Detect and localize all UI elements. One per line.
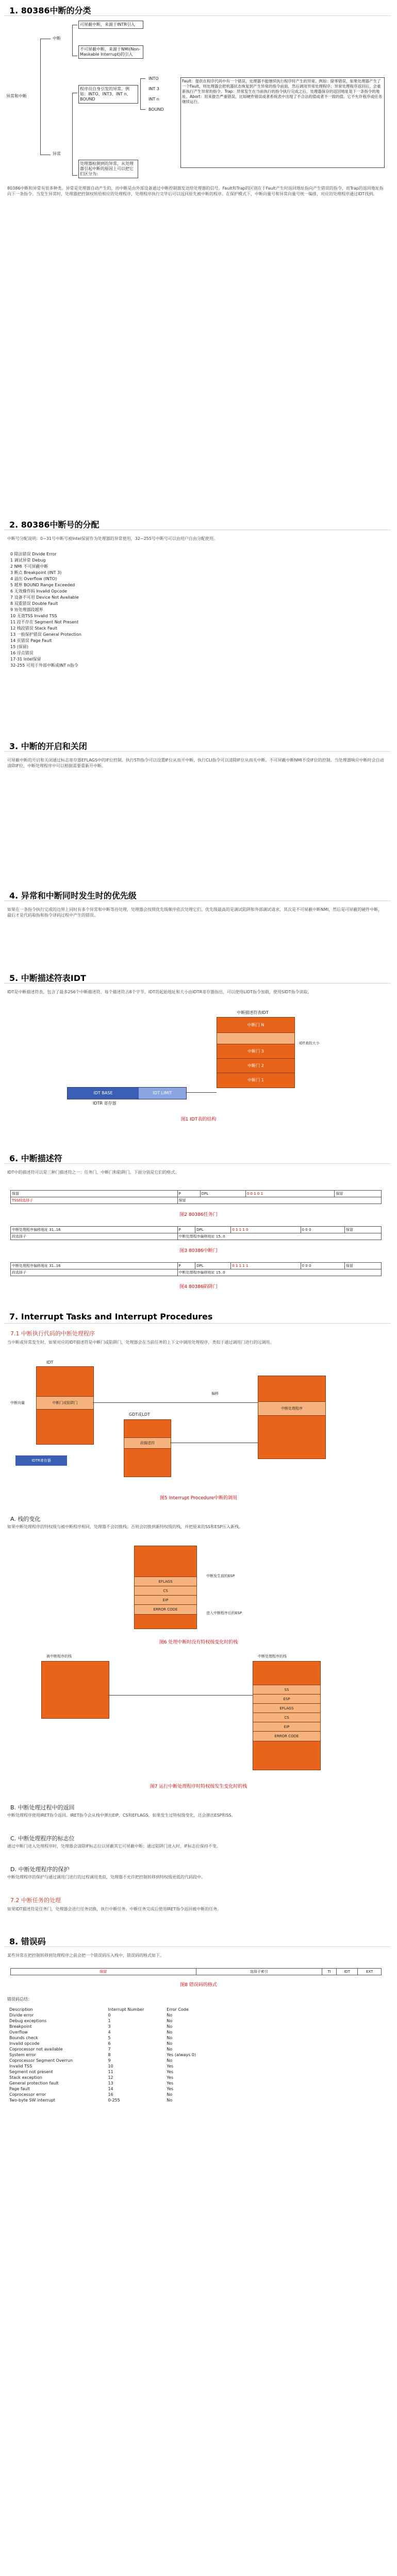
- list-item: 8 双重错误 Double Fault: [10, 601, 58, 606]
- figure-8-caption: 图8 错误码的格式: [180, 1982, 217, 1988]
- section-7-heading: 7. Interrupt Tasks and Interrupt Procedures: [9, 1312, 213, 1321]
- error-code-format: 保留 选择子索引 TI IDT EXT: [10, 1968, 382, 1975]
- list-item: 10 无效TSS Invalid TSS: [10, 614, 57, 618]
- table-cell: 9: [108, 2058, 111, 2063]
- paragraph-d: 中断处理程序的保护与通过调用门进行的过程调用类似，处理器不允许把控制转移到特权级更低的代码段中。: [7, 1875, 205, 1879]
- figure-5-caption: 图5 Interrupt Procedure中断的调用: [159, 1496, 238, 1501]
- table-cell: 11: [108, 2070, 113, 2074]
- table-cell: No: [167, 2013, 173, 2018]
- table-cell: 10: [108, 2064, 113, 2069]
- figure-1-caption: 图1 IDT表的结构: [180, 1117, 217, 1122]
- list-item: 5 越界 BOUND Range Exceeded: [10, 583, 75, 587]
- table-row: [7, 2012, 213, 2018]
- diag-seg-desc: 段描述符: [124, 1437, 171, 1449]
- task-gate-table: 保留 P DPL 0 0 1 0 1 保留 TSS段选择子 保留: [10, 1190, 382, 1204]
- idt-size-label: IDT表的大小: [299, 1041, 320, 1045]
- table-cell: Yes: [167, 2070, 174, 2074]
- section-7-1-paragraph: 当中断或异常发生时，如果对应的IDT描述符是中断门或陷阱门，处理器会在当前任务的上下文中调用处理程序，类似于通过调用门进行的远调用。: [7, 1340, 274, 1345]
- table-cell: Stack exception: [9, 2075, 42, 2080]
- table-cell: Segment not present: [9, 2070, 53, 2074]
- interrupt-gate-table: 中断处理程序偏移地址 31..16 P DPL 0 1 1 1 0 0 0 0 保留 段选择子 中断处理程序偏移地址 15..0: [10, 1226, 382, 1240]
- divider: [4, 751, 391, 752]
- figure-2-caption: 图2 80386任务门: [179, 1212, 218, 1217]
- list-item: 3 断点 Breakpoint (INT 3): [10, 570, 62, 575]
- th-description: Description: [9, 2007, 33, 2012]
- table-cell: 0-255: [108, 2098, 120, 2103]
- section-2-intro: 中断号分配说明：0~31号中断号被Intel保留作为处理器的异常使用，32~255号中断号可以由用户自由分配使用。: [7, 536, 218, 541]
- stack2-ss: SS: [253, 1685, 321, 1695]
- interrupt-procedure-diagram: [10, 1360, 382, 1489]
- fault-trap-abort-desc: Fault：提供在程序代码中有一个错误，处理器不能继续执行程序时产生的异常。例如：除零错误，如果处理器产生了一个Fault，则处理器会把机器状态恢复到产生异常的指令前面，然后调用异常处理程序；异常处理程序返回后，会重新执行产生异常的指令。Trap：异常发生在当前执行的指令执行完成之后，处理器保存的返回地址是下一条指令的地址。Abort：用来报告严重错误，比如硬件错误或者系统表中出现了不合法的值或者不一致的值。它不允许程序或任务继续运行。: [180, 77, 385, 168]
- interrupt-number-list: [10, 551, 81, 669]
- stack-paragraph: 如果中断处理程序的特权级与被中断程序相同，处理器不会切换栈；否则会切换到新特权级的栈，并把原来的SS和ESP压入新栈。: [7, 1524, 243, 1529]
- idt-diagram: [57, 1010, 345, 1133]
- list-item: 2 NMI 不可屏蔽中断: [10, 564, 48, 569]
- stack-note-before: 中断发生前的ESP: [206, 1574, 235, 1578]
- table-row: [7, 2063, 213, 2069]
- table-cell: Bounds check: [9, 2036, 38, 2040]
- tree-leaf-int3: INT 3: [147, 86, 160, 93]
- subsection-c: C. 中断处理程序的标志位: [10, 1835, 75, 1842]
- diag-gate: 中断门或陷阱门: [36, 1396, 94, 1410]
- table-cell: No: [167, 2098, 173, 2103]
- list-item: 4 溢出 Overflow (INTO): [10, 577, 57, 581]
- list-item: 6 无效操作码 Invalid Opcode: [10, 589, 67, 594]
- table-cell: Page fault: [9, 2087, 30, 2091]
- classification-tree: [5, 21, 392, 180]
- tree-interrupt: 中断: [52, 35, 74, 42]
- figure-6-caption: 图6 处理中断时没有特权级变化时的栈: [159, 1640, 238, 1645]
- idtr-label: IDTR 寄存器: [93, 1101, 117, 1106]
- list-item: 0 除法错误 Divide Error: [10, 552, 57, 556]
- table-row: [7, 2075, 213, 2080]
- table-cell: Coprocessor not available: [9, 2047, 63, 2052]
- section-3-heading: 3. 中断的开启和关闭: [9, 741, 87, 751]
- list-item: 7 设备不可用 Device Not Available: [10, 595, 79, 600]
- section-5-paragraph: IDT是中断描述符表，包含了最多256个中断描述符，每个描述符占8个字节。IDT的起始地址和大小由IDTR寄存器指出，可以使用LIDT指令加载，使用SIDT指令读取。: [7, 990, 312, 994]
- table-row: [7, 2024, 213, 2029]
- figure-7-caption: 图7 运行中断处理程序时特权级发生变化时的栈: [150, 1784, 247, 1789]
- idtr-register: [67, 1087, 187, 1099]
- tree-root: 异常和中断: [5, 93, 43, 100]
- table-cell: 3: [108, 2024, 111, 2029]
- section-3-paragraph: 可屏蔽中断的开启和关闭通过标志寄存器EFLAGS中的IF位控制。执行STI指令可以设置IF位从而开中断，执行CLI指令可以清除IF位从而关中断。不可屏蔽中断NMI不受IF位的控制。当处理器响应中断时会自动清除IF位，中断处理程序中可以根据需要重新开中断。: [7, 758, 384, 768]
- table-cell: 14: [108, 2087, 113, 2091]
- idt-limit: IDT LIMIT: [139, 1088, 186, 1099]
- table-cell: No: [167, 2092, 173, 2097]
- diag-offset-label: 偏移: [211, 1392, 219, 1396]
- gate-3: 中断门 3: [217, 1044, 295, 1059]
- list-item: 14 页错误 Page Fault: [10, 638, 52, 643]
- tree-processor-exception: 处理器检测到的异常，从处理器引起中断的原因上可以把它们区分为:: [78, 160, 138, 178]
- table-cell: No: [167, 2019, 173, 2023]
- divider: [4, 983, 391, 984]
- table-row: [7, 2092, 213, 2097]
- stack-eip: EIP: [134, 1595, 197, 1605]
- section-6-paragraph: IDT中的描述符可以是三种门描述符之一：任务门、中断门和陷阱门。下面分别是它们的格式。: [7, 1170, 179, 1175]
- section-4-heading: 4. 异常和中断同时发生时的优先级: [9, 891, 137, 901]
- gate-n: 中断门 N: [217, 1017, 295, 1033]
- stack2-esp: ESP: [253, 1694, 321, 1704]
- table-cell: 12: [108, 2075, 113, 2080]
- trap-gate-table: 中断处理程序偏移地址 31..16 P DPL 0 1 1 1 1 0 0 0 保留 段选择子 中断处理程序偏移地址 15..0: [10, 1262, 382, 1276]
- table-cell: 7: [108, 2047, 111, 2052]
- table-cell: 5: [108, 2036, 111, 2040]
- table-cell: Breakpoint: [9, 2024, 32, 2029]
- figure-3-caption: 图3 80386中断门: [179, 1248, 218, 1253]
- table-cell: Yes: [167, 2087, 174, 2091]
- table-cell: Yes: [167, 2075, 174, 2080]
- figure-4-caption: 图4 80386陷阱门: [179, 1284, 218, 1290]
- table-cell: 6: [108, 2041, 111, 2046]
- gate-1: 中断门 1: [217, 1073, 295, 1088]
- stack2-error-code: ERROR CODE: [253, 1731, 321, 1741]
- table-row: [7, 2018, 213, 2024]
- table-row: [7, 2052, 213, 2058]
- tree-leaf-intn: INT n: [147, 96, 160, 103]
- table-row: [7, 2086, 213, 2092]
- table-cell: General protection fault: [9, 2081, 59, 2086]
- table-cell: No: [167, 2058, 173, 2063]
- list-item: 15 (保留): [10, 645, 28, 649]
- diag-gdt-label: GDT或LDT: [129, 1412, 150, 1417]
- section-4-paragraph: 如果在一条指令执行完成的边界上同时有多个异常和中断等待处理，处理器会按照优先级顺序依次处理它们。优先级最高的是调试陷阱和外部调试请求，其次是不可屏蔽中断NMI，然后是可屏蔽的硬件中断，最后才是代码取指和指令译码过程中产生的错误。: [7, 907, 383, 918]
- tree-maskable: 可屏蔽中断，来源于INTR引入: [78, 21, 143, 29]
- table-row: [7, 2097, 213, 2103]
- table-cell: Divide error: [9, 2013, 34, 2018]
- section-1-heading: 1. 80386中断的分类: [9, 6, 91, 15]
- paragraph-b: 中断处理程序使用IRET指令返回。IRET指令会从栈中弹出EIP、CS和EFLAGS，如果发生过特权级变化，还会弹出ESP和SS。: [7, 1813, 236, 1818]
- stack-note-after: 进入中断程序后的ESP: [206, 1611, 242, 1615]
- table-row: [7, 2041, 213, 2046]
- table-row: [7, 2029, 213, 2035]
- section-1-paragraph: 80386中断和异常有很多种类。异常是处理器自动产生的，而中断是由外部设备通过中断控制器发送给处理器的信号。Fault和Trap的区别在于Fault产生时返回地址指向产生错误的指令，而Trap的返回地址指向下一条指令。当发生异常时，处理器把控制权转给相应的处理程序，处理程序执行完毕后可以返回原先被中断的程序。在保护模式下，中断向量号和异常向量号统一编排，对应的处理程序通过IDT找到。: [7, 186, 384, 196]
- error-code-table: [7, 2007, 213, 2103]
- table-cell: 1: [108, 2019, 111, 2023]
- table-cell: No: [167, 2047, 173, 2052]
- subsection-d: D. 中断处理程序的保护: [10, 1866, 70, 1873]
- divider: [4, 15, 391, 16]
- table-cell: Yes: [167, 2081, 174, 2086]
- gate-2: 中断门 2: [217, 1058, 295, 1074]
- stack2-cs: CS: [253, 1713, 321, 1723]
- table-cell: Two-byte SW interrupt: [9, 2098, 56, 2103]
- section-8-paragraph: 某些异常在把控制转移到处理程序之前会把一个错误码压入栈中，错误码的格式如下。: [7, 1953, 164, 1958]
- table-cell: 8: [108, 2053, 111, 2057]
- th-number: Interrupt Number: [108, 2007, 144, 2012]
- divider: [4, 1323, 391, 1324]
- list-item: 9 协处理器段越界: [10, 607, 43, 612]
- section-6-heading: 6. 中断描述符: [9, 1154, 62, 1163]
- error-table-title: 错误码总结：: [7, 1997, 32, 2002]
- table-cell: Invalid TSS: [9, 2064, 32, 2069]
- list-item: 17-31 Intel保留: [10, 657, 41, 662]
- table-cell: No: [167, 2030, 173, 2035]
- table-cell: 0: [108, 2013, 111, 2018]
- diag-idt-label: IDT: [46, 1360, 54, 1365]
- subsection-b: B. 中断处理过程中的返回: [10, 1804, 75, 1811]
- right-stack-title: 中断处理程序的栈: [258, 1654, 287, 1658]
- tree-nonmaskable: 不可屏蔽中断，来源于NMI(Non-Maskable Interrupt)的引入: [78, 45, 143, 59]
- table-row: [7, 2046, 213, 2052]
- section-8-heading: 8. 错误码: [9, 1937, 46, 1946]
- table-cell: 13: [108, 2081, 113, 2086]
- list-item: 32-255 可用于外部中断或INT n指令: [10, 663, 78, 668]
- table-cell: Coprocessor error: [9, 2092, 46, 2097]
- table-cell: Debug exceptions: [9, 2019, 47, 2023]
- tree-exception: 异常: [52, 150, 74, 158]
- section-2-heading: 2. 80386中断号的分配: [9, 520, 100, 530]
- idt-base: IDT BASE: [68, 1088, 139, 1099]
- subsection-7-1: 7.1 中断执行代码的中断处理程序: [10, 1330, 95, 1337]
- diag-handler: 中断处理程序: [258, 1401, 326, 1416]
- table-row: [7, 2035, 213, 2041]
- table-cell: No: [167, 2041, 173, 2046]
- stack-error-code: ERROR CODE: [134, 1604, 197, 1615]
- diag-vector-label: 中断向量: [10, 1401, 25, 1405]
- list-item: 1 调试异常 Debug: [10, 558, 46, 563]
- left-stack-title: 被中断程序的栈: [46, 1654, 72, 1658]
- table-row: [7, 2058, 213, 2063]
- tree-leaf-bound: BOUND: [147, 106, 165, 113]
- subsection-stack: A. 栈的变化: [10, 1516, 41, 1522]
- diag-idtr: IDTR寄存器: [15, 1455, 67, 1466]
- paragraph-c: 通过中断门进入处理程序时，处理器会清除IF标志位以屏蔽其它可屏蔽中断；通过陷阱门进入时，IF标志位保持不变。: [7, 1844, 221, 1849]
- table-cell: System error: [9, 2053, 36, 2057]
- table-cell: Invalid opcode: [9, 2041, 40, 2046]
- table-cell: No: [167, 2024, 173, 2029]
- subsection-7-2: 7.2 中断任务的处理: [10, 1897, 61, 1904]
- table-cell: Coprocessor Segment Overrun: [9, 2058, 73, 2063]
- table-cell: 4: [108, 2030, 111, 2035]
- list-item: 11 段不存在 Segment Not Present: [10, 620, 79, 624]
- table-cell: Yes: [167, 2064, 174, 2069]
- th-error-code: Error Code: [167, 2007, 189, 2012]
- table-cell: Overflow: [9, 2030, 28, 2035]
- divider: [4, 1946, 391, 1947]
- list-item: 12 栈段错误 Stack Fault: [10, 626, 58, 631]
- section-7-2-paragraph: 如果IDT描述符是任务门，处理器会进行任务切换，执行中断任务。中断任务完成后使用IRET指令返回被中断的任务。: [7, 1907, 222, 1911]
- section-5-heading: 5. 中断描述符表IDT: [9, 973, 86, 983]
- stack-cs: CS: [134, 1586, 197, 1596]
- idt-figure-title: 中断描述符表IDT: [237, 1010, 269, 1015]
- stack2-eflags: EFLAGS: [253, 1703, 321, 1714]
- table-cell: 16: [108, 2092, 113, 2097]
- divider: [4, 1163, 391, 1164]
- list-item: 13 一般保护错误 General Protection: [10, 632, 81, 637]
- tree-programmed-exception: 程序员自身引发的异常。例如：INTO、INT3、INT n、BOUND: [78, 85, 138, 104]
- stack2-eip: EIP: [253, 1722, 321, 1732]
- table-cell: No: [167, 2036, 173, 2040]
- stack-privilege-change: [21, 1654, 371, 1777]
- table-row: [7, 2069, 213, 2075]
- list-item: 16 浮点错误: [10, 651, 34, 655]
- table-cell: Yes (always 0): [167, 2053, 196, 2057]
- stack-no-privilege-change: [103, 1546, 309, 1633]
- stack-eflags: EFLAGS: [134, 1577, 197, 1587]
- table-row: [7, 2080, 213, 2086]
- tree-leaf-into: INTO: [147, 75, 160, 82]
